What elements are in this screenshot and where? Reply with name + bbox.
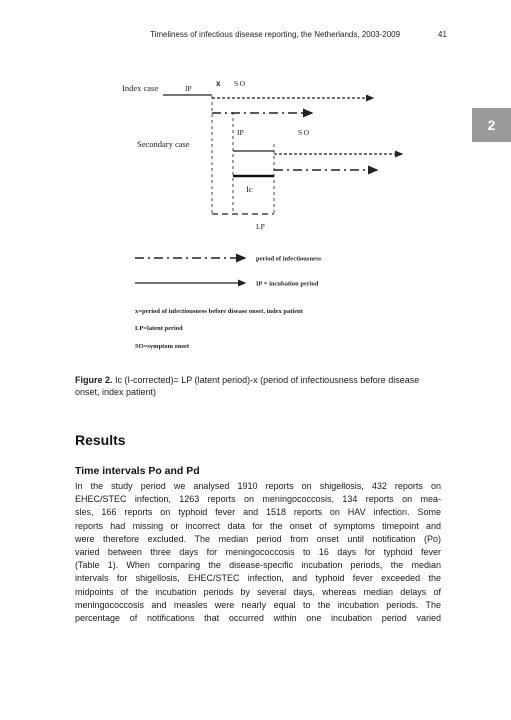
figure-2-diagram	[115, 68, 405, 358]
legend-infectiousness-label: period of infectiousness	[256, 255, 321, 263]
secondary-case-label: Secondary case	[137, 139, 190, 149]
chapter-tab: 2	[472, 108, 511, 142]
body-line: intervals for shigellosis, EHEC/STEC infection, and typhoid fever exceeded the	[75, 573, 441, 584]
so-top-label: SO	[234, 79, 247, 88]
ip-mid-label: IP	[237, 128, 244, 137]
x-marker: x	[216, 79, 221, 88]
section-heading: Results	[75, 432, 126, 448]
body-line: were therefore excluded. The median period from onset until notification (Po)	[75, 533, 441, 544]
caption-text: Ic (I-corrected)= LP (latent period)-x (period of infectiousness before disease onset, index patient)	[75, 375, 420, 397]
body-line: percentage of notifications that occurred within one incubation period varied	[75, 613, 441, 624]
body-line: EHEC/STEC infection, 1263 reports on meningococcosis, 134 reports on mea-	[75, 494, 441, 505]
sub-heading: Time intervals Po and Pd	[75, 465, 200, 477]
body-line: (Table 1). When comparing the disease-specific incubation periods, the median	[75, 560, 441, 571]
body-paragraph	[75, 480, 441, 625]
body-line: reports had missing or incorrect data for the onset of symptoms timepoint and	[75, 520, 441, 531]
ip-top-label: IP	[185, 84, 192, 93]
body-line: midpoints of the incubation periods by several days, whereas median delays of	[75, 586, 441, 597]
legend-so-definition: SO=symptom onset	[135, 343, 190, 350]
legend-x-definition: x=period of infectiousness before disease onset, index patient	[135, 308, 303, 315]
lp-label: LP	[256, 222, 265, 231]
legend-lp-definition: LP=latent period	[135, 325, 183, 332]
page-number: 41	[438, 30, 447, 39]
legend-incubation-label: IP = incubation period	[256, 280, 319, 288]
body-line: meningococcosis and measles were nearly equal to the incubation periods. The	[75, 599, 441, 610]
running-head: Timeliness of infectious disease reporting, the Netherlands, 2003-2009	[150, 30, 401, 39]
so-mid-label: SO	[298, 128, 311, 137]
ic-label: Ic	[246, 184, 253, 194]
index-case-label: Index case	[122, 83, 159, 93]
body-line: In the study period we analysed 1910 reports on shigellosis, 432 reports on	[75, 481, 441, 491]
body-line: sles, 166 reports on typhoid fever and 1518 reports on HAV infection. Some	[75, 507, 441, 518]
figure-caption	[75, 374, 441, 398]
caption-label: Figure 2.	[75, 375, 113, 385]
body-line: varied between three days for meningococcosis to 16 days for typhoid fever	[75, 547, 441, 558]
